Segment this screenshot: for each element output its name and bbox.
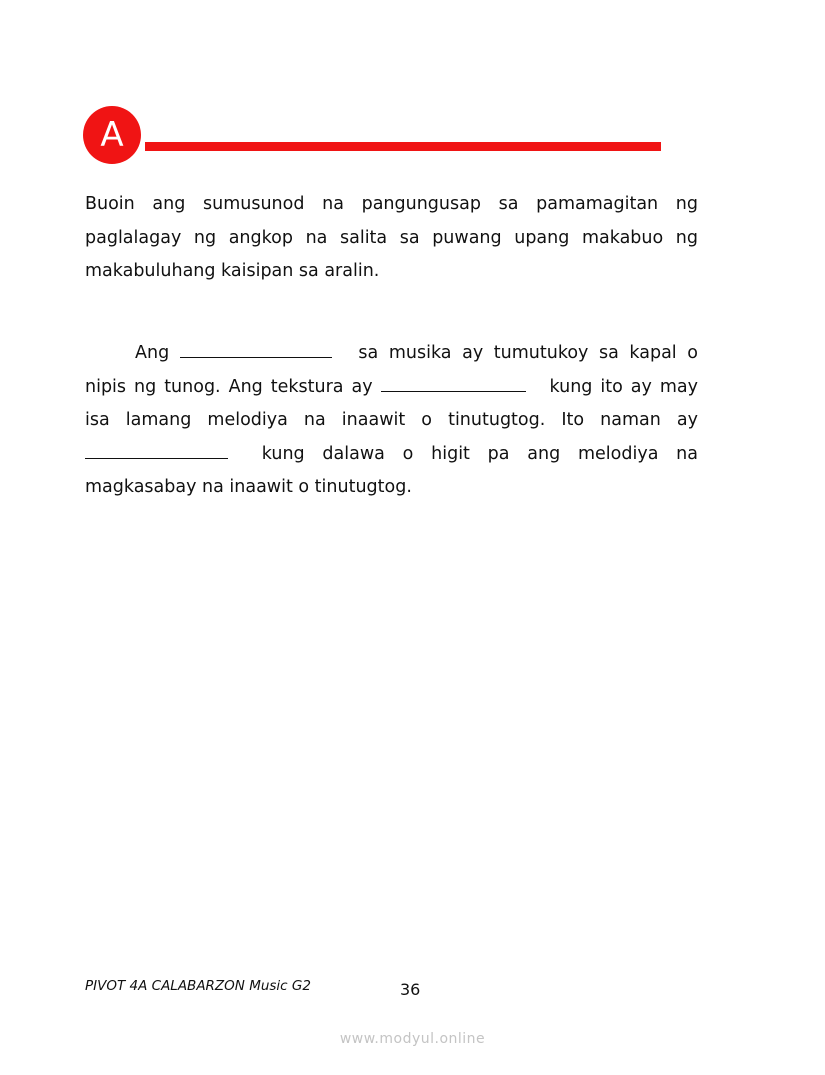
section-letter-badge: A bbox=[83, 106, 141, 164]
watermark: www.modyul.online bbox=[339, 1031, 486, 1047]
exercise-text-2: sa musika ay tumutukoy sa kapal o nipis ng tunog. Ang tekstura ay bbox=[85, 343, 698, 397]
exercise-text-4: kung dalawa o higit pa ang melodiya na magkasabay na inaawit o tinutugtog. bbox=[85, 443, 698, 497]
page-number: 36 bbox=[400, 980, 421, 999]
section-header-rule bbox=[145, 142, 661, 151]
footer-source: PIVOT 4A CALABARZON Music G2 bbox=[85, 978, 311, 994]
exercise-text-1: Ang bbox=[135, 343, 170, 363]
answer-blank-1[interactable] bbox=[180, 342, 332, 358]
fill-in-blank-paragraph bbox=[85, 337, 698, 505]
answer-blank-2[interactable] bbox=[381, 376, 526, 392]
instructions-text: Buoin ang sumusunod na pangungusap sa pamamagitan ng paglalagay ng angkop na salita sa puwang upang makabuo ng makabuluhang kaisipan sa aralin. bbox=[85, 194, 698, 281]
answer-blank-3[interactable] bbox=[85, 443, 228, 459]
exercise-text-3: kung ito ay may isa lamang melodiya na inaawit o tinutugtog. Ito naman ay bbox=[85, 376, 698, 430]
